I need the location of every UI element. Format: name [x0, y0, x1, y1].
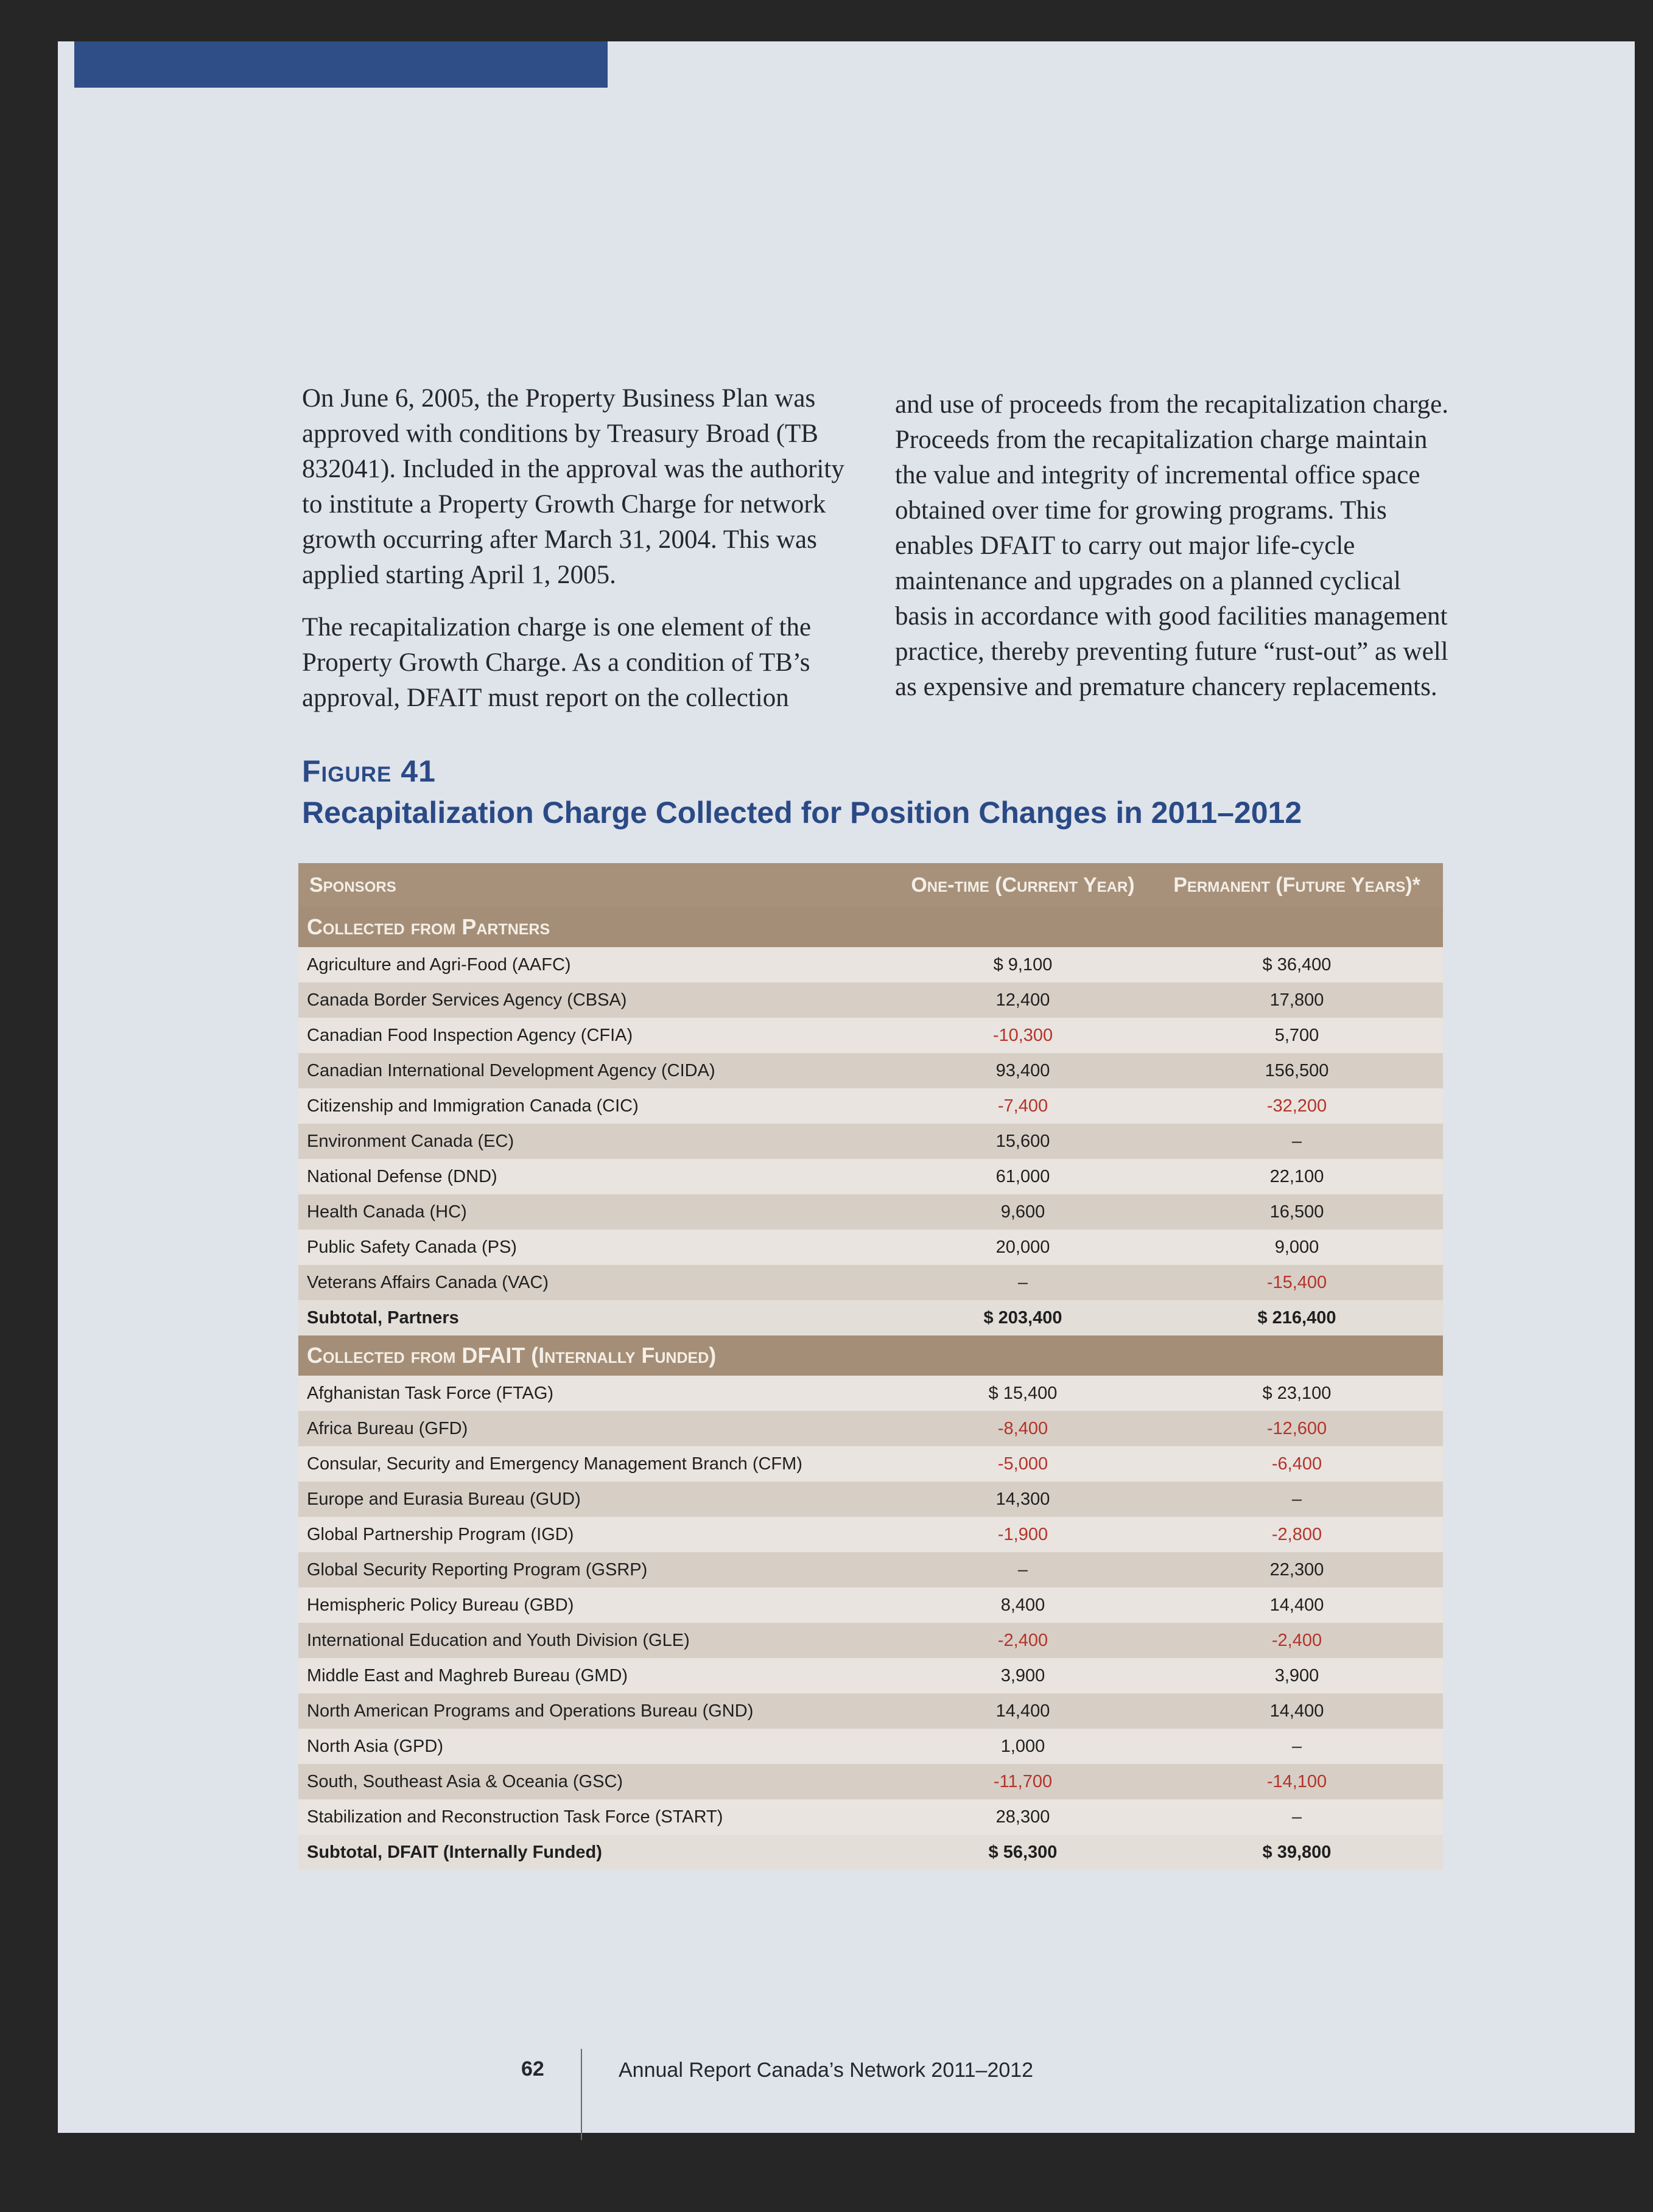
sponsor-cell: Agriculture and Agri-Food (AAFC) [307, 954, 571, 975]
paragraph: and use of proceeds from the recapitalization charge. Proceeds from the recapitalization charge maintain the value and integrity of incremental office space obtained over time for growing programs. This enables DFAIT to carry out major life-cycle maintenance and upgrades on a planned cyclical basis in accordance with good facilities management practice, thereby preventing future “rust-out” as well as expensive and premature chancery replacements. [895, 390, 1448, 701]
one-time-cell: 14,300 [995, 1489, 1050, 1509]
header-sponsors: Sponsors [309, 873, 396, 897]
table-header [298, 863, 1443, 907]
table-row [298, 1124, 1443, 1159]
table-row [298, 1159, 1443, 1194]
one-time-cell: 1,000 [1000, 1736, 1045, 1756]
one-time-cell: $ 15,400 [988, 1383, 1058, 1403]
permanent-cell: -2,400 [1271, 1630, 1322, 1650]
permanent-cell: -12,600 [1266, 1418, 1327, 1438]
header-permanent: Permanent (Future Years)* [1173, 873, 1420, 897]
paragraph: The recapitalization charge is one element of the Property Growth Charge. As a condition of TB’s approval, DFAIT must report on the collection [302, 613, 812, 712]
sponsor-cell: Global Security Reporting Program (GSRP) [307, 1559, 648, 1580]
subtotal-row [298, 1835, 1443, 1870]
one-time-cell: 20,000 [995, 1237, 1050, 1257]
permanent-cell: -2,800 [1271, 1524, 1322, 1544]
one-time-cell: -5,000 [997, 1454, 1048, 1474]
permanent-cell: -32,200 [1266, 1096, 1327, 1116]
one-time-cell: $ 9,100 [993, 954, 1053, 975]
one-time-cell: -2,400 [997, 1630, 1048, 1650]
sponsor-cell: Stabilization and Reconstruction Task Force (START) [307, 1807, 723, 1827]
table-row [298, 1376, 1443, 1411]
sponsor-cell: North American Programs and Operations Bureau (GND) [307, 1701, 754, 1721]
figure-title: Recapitalization Charge Collected for Position Changes in 2011–2012 [302, 796, 1302, 830]
permanent-cell: 22,100 [1269, 1166, 1324, 1186]
table-row [298, 1729, 1443, 1764]
figure-label: Figure 41 [302, 754, 436, 788]
one-time-cell: $ 203,400 [983, 1307, 1062, 1328]
permanent-cell: 16,500 [1269, 1202, 1324, 1222]
footer-divider [581, 2049, 582, 2140]
sponsor-cell: National Defense (DND) [307, 1166, 497, 1186]
one-time-cell: -7,400 [997, 1096, 1048, 1116]
table-row [298, 1018, 1443, 1053]
sponsor-cell: Europe and Eurasia Bureau (GUD) [307, 1489, 581, 1509]
table-row [298, 1411, 1443, 1446]
permanent-cell: $ 23,100 [1262, 1383, 1332, 1403]
permanent-cell: – [1291, 1736, 1302, 1756]
permanent-cell: 17,800 [1269, 990, 1324, 1010]
table-row [298, 982, 1443, 1018]
sponsor-cell: International Education and Youth Division (GLE) [307, 1630, 690, 1650]
footer-publication: Annual Report Canada’s Network 2011–2012 [619, 2059, 1034, 2082]
sponsor-cell: Citizenship and Immigration Canada (CIC) [307, 1096, 639, 1116]
header-accent-bar [74, 41, 608, 88]
table-row [298, 1587, 1443, 1623]
table-row [298, 1446, 1443, 1482]
table-row [298, 1482, 1443, 1517]
table-row [298, 1265, 1443, 1300]
permanent-cell: – [1291, 1489, 1302, 1509]
permanent-cell: 9,000 [1274, 1237, 1319, 1257]
table-row [298, 1693, 1443, 1729]
permanent-cell: 14,400 [1269, 1701, 1324, 1721]
one-time-cell: 9,600 [1000, 1202, 1045, 1222]
one-time-cell: 3,900 [1000, 1665, 1045, 1685]
section-heading: Collected from DFAIT (Internally Funded) [298, 1335, 1443, 1376]
table-row [298, 1517, 1443, 1552]
recapitalization-table [298, 863, 1443, 1870]
permanent-cell: 156,500 [1265, 1060, 1329, 1080]
table-row [298, 1230, 1443, 1265]
one-time-cell: -8,400 [997, 1418, 1048, 1438]
section-heading: Collected from Partners [298, 907, 1443, 947]
sponsor-cell: Subtotal, DFAIT (Internally Funded) [307, 1842, 602, 1862]
permanent-cell: -6,400 [1271, 1454, 1322, 1474]
one-time-cell: – [1017, 1559, 1028, 1580]
sponsor-cell: Middle East and Maghreb Bureau (GMD) [307, 1665, 628, 1685]
table-row [298, 1799, 1443, 1835]
table-row [298, 1552, 1443, 1587]
table-row [298, 1088, 1443, 1124]
one-time-cell: -1,900 [997, 1524, 1048, 1544]
permanent-cell: 14,400 [1269, 1595, 1324, 1615]
sponsor-cell: North Asia (GPD) [307, 1736, 443, 1756]
paragraph: On June 6, 2005, the Property Business Plan was approved with conditions by Treasury Broad (TB 832041). Included in the approval was the authority to institute a Property Growth Charge for network growth occurring after March 31, 2004. This was applied starting April 1, 2005. [302, 384, 844, 589]
one-time-cell: – [1017, 1272, 1028, 1292]
one-time-cell: -11,700 [993, 1771, 1053, 1791]
sponsor-cell: Public Safety Canada (PS) [307, 1237, 517, 1257]
one-time-cell: 14,400 [995, 1701, 1050, 1721]
permanent-cell: 5,700 [1274, 1025, 1319, 1045]
permanent-cell: -14,100 [1266, 1771, 1327, 1791]
one-time-cell: -10,300 [992, 1025, 1053, 1045]
one-time-cell: 12,400 [995, 990, 1050, 1010]
permanent-cell: – [1291, 1807, 1302, 1827]
table-row [298, 1658, 1443, 1693]
permanent-cell: $ 216,400 [1257, 1307, 1336, 1328]
one-time-cell: 61,000 [995, 1166, 1050, 1186]
table-row [298, 1194, 1443, 1230]
sponsor-cell: Veterans Affairs Canada (VAC) [307, 1272, 549, 1292]
sponsor-cell: Canadian Food Inspection Agency (CFIA) [307, 1025, 633, 1045]
sponsor-cell: Subtotal, Partners [307, 1307, 459, 1328]
sponsor-cell: Health Canada (HC) [307, 1202, 467, 1222]
table-row [298, 947, 1443, 982]
sponsor-cell: Canada Border Services Agency (CBSA) [307, 990, 627, 1010]
subtotal-row [298, 1300, 1443, 1335]
one-time-cell: 8,400 [1000, 1595, 1045, 1615]
sponsor-cell: Consular, Security and Emergency Management Branch (CFM) [307, 1454, 802, 1474]
sponsor-cell: Afghanistan Task Force (FTAG) [307, 1383, 554, 1403]
sponsor-cell: Environment Canada (EC) [307, 1131, 514, 1151]
table-row [298, 1764, 1443, 1799]
one-time-cell: 28,300 [995, 1807, 1050, 1827]
body-text-right [895, 387, 1449, 722]
one-time-cell: 93,400 [995, 1060, 1050, 1080]
page-number: 62 [521, 2057, 544, 2081]
table-row [298, 1623, 1443, 1658]
sponsor-cell: Africa Bureau (GFD) [307, 1418, 468, 1438]
header-one-time: One-time (Current Year) [911, 873, 1135, 897]
permanent-cell: $ 36,400 [1262, 954, 1332, 975]
one-time-cell: 15,600 [995, 1131, 1050, 1151]
table-row [298, 1053, 1443, 1088]
sponsor-cell: Canadian International Development Agency (CIDA) [307, 1060, 715, 1080]
one-time-cell: $ 56,300 [988, 1842, 1058, 1862]
permanent-cell: 3,900 [1274, 1665, 1319, 1685]
permanent-cell: 22,300 [1269, 1559, 1324, 1580]
sponsor-cell: South, Southeast Asia & Oceania (GSC) [307, 1771, 623, 1791]
permanent-cell: – [1291, 1131, 1302, 1151]
sponsor-cell: Global Partnership Program (IGD) [307, 1524, 574, 1544]
permanent-cell: -15,400 [1266, 1272, 1327, 1292]
sponsor-cell: Hemispheric Policy Bureau (GBD) [307, 1595, 574, 1615]
permanent-cell: $ 39,800 [1262, 1842, 1332, 1862]
body-text-left [302, 381, 856, 733]
